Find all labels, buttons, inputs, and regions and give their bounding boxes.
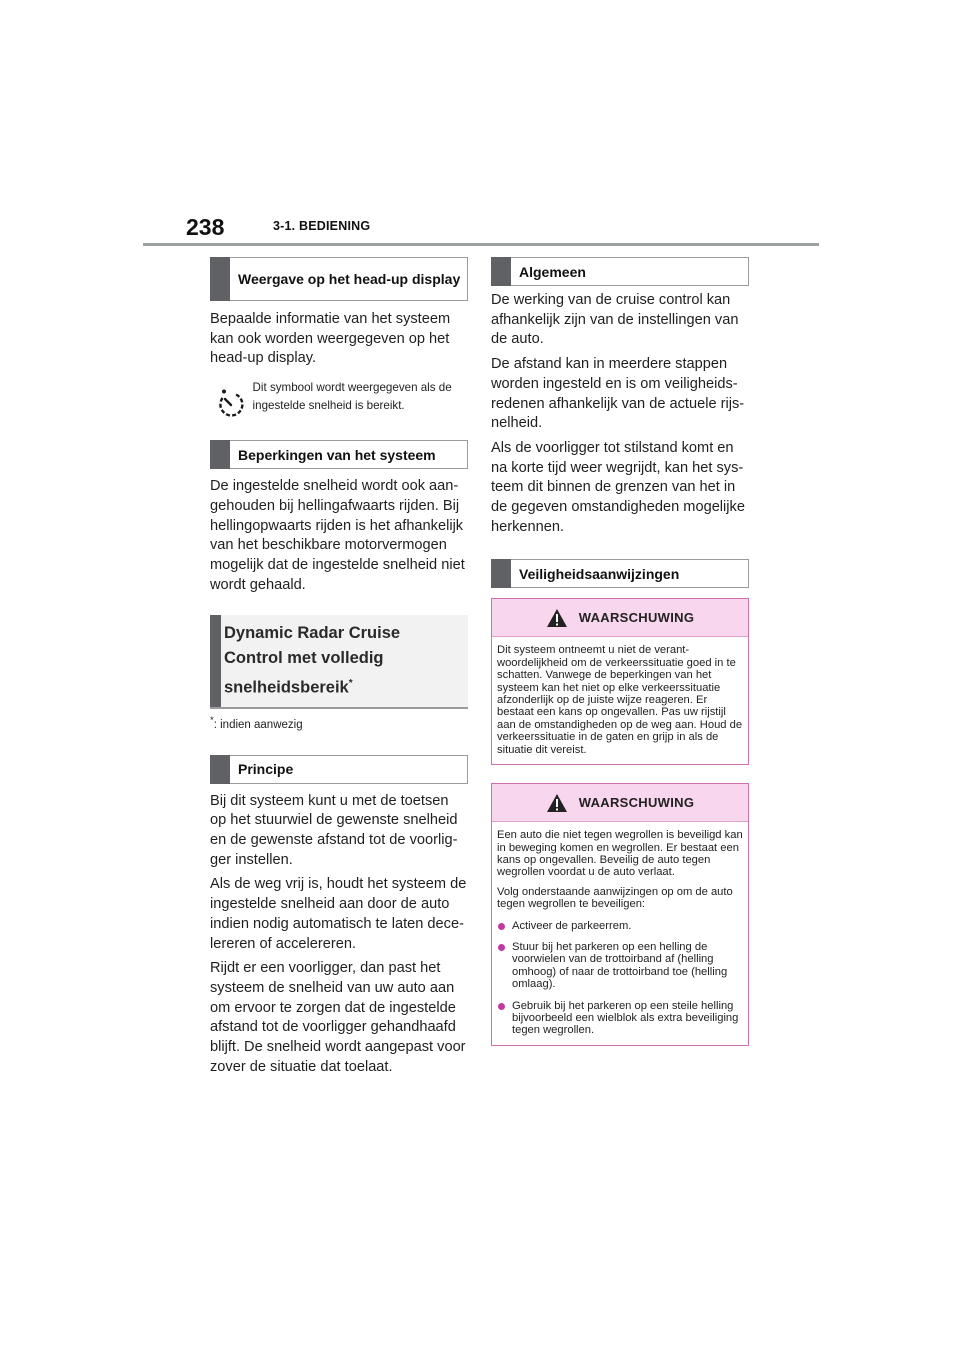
bullet-text: Stuur bij het parkeren op een helling de voorwielen van de trottoirband af (helling omhoog) of naar de trottoirband toe (helling omlaag). xyxy=(512,940,728,991)
principle-paragraph: Bij dit systeem kunt u met de toetsen op het stuurwiel de gewenste snelheid en de gewenste afstand tot de voorligger instellen. xyxy=(210,792,458,868)
speedometer-icon xyxy=(210,379,253,419)
section-safety xyxy=(491,559,749,588)
section-title: Beperkingen van het systeem xyxy=(238,446,436,463)
general-paragraph: De afstand kan in meerdere stappen worden ingesteld en is om veiligheidsredenen afhankelijk van de actuele rijsnelheid. xyxy=(491,356,745,432)
list-item xyxy=(497,920,743,932)
bullet-text: Gebruik bij het parkeren op een steile helling bijvoorbeeld een wielblok als extra beveiliging tegen wegrollen. xyxy=(512,999,739,1037)
warning-triangle-icon xyxy=(546,793,568,813)
warning-box xyxy=(491,598,749,765)
hud-body: Bepaalde informatie van het systeem kan ook worden weergegeven op het head-up display. xyxy=(210,311,451,367)
warning-text: Dit systeem ontneemt u niet de verantwoordelijkheid om de verkeerssituatie goed in te schatten. Vanwege de beperkingen van het systeem kan het niet op elke verkeerssituatie afzonderlijk op de juiste wijze reageren. Er bestaat een kans op ongevallen. Pas uw rijstijl aan de omstandigheden op de weg aan. Houd de verkeerssituatie in de gaten en grijp in als de situatie dit vereist. xyxy=(497,644,743,756)
section-bar xyxy=(491,559,511,588)
general-paragraph: De werking van de cruise control kan afhankelijk zijn van de instellingen van de auto. xyxy=(491,292,739,348)
section-main xyxy=(210,615,468,709)
section-principle xyxy=(210,755,468,784)
section-bar xyxy=(210,755,230,784)
list-item xyxy=(497,1000,743,1037)
section-title: Principe xyxy=(238,761,294,778)
section-limits xyxy=(210,440,468,469)
footnote xyxy=(210,715,468,731)
warning-title: WAARSCHUWING xyxy=(578,610,695,626)
section-title: Veiligheidsaanwijzingen xyxy=(519,565,680,582)
page-number: 238 xyxy=(186,214,225,240)
main-title-text: Dynamic Radar Cruise Control met volledig snelheidsbereik xyxy=(224,624,401,697)
bullet-icon xyxy=(498,923,505,930)
warning-triangle-icon xyxy=(546,608,568,628)
section-general xyxy=(491,257,749,286)
footnote-text: : indien aanwezig xyxy=(213,718,303,731)
section-bar xyxy=(210,440,230,469)
general-paragraph: Als de voorligger tot stilstand komt en na korte tijd weer wegrijdt, kan het systeem dit binnen de grenzen van het in de gegeven omstandigheden mogelijke herkennen. xyxy=(491,439,745,535)
main-title xyxy=(210,615,468,707)
principle-paragraph: Als de weg vrij is, houdt het systeem de ingestelde snelheid aan door de auto indien nodig automatisch te laten decelereren of accelereren. xyxy=(210,876,467,952)
left-column xyxy=(210,257,468,1078)
header-rule xyxy=(143,243,819,246)
warning-title: WAARSCHUWING xyxy=(578,795,695,811)
symbol-row xyxy=(210,379,468,419)
warning-text: Volg onderstaande aanwijzingen op om de auto tegen wegrollen te beveiligen: xyxy=(497,885,733,911)
chapter-title: 3-1. BEDIENING xyxy=(273,219,371,233)
bullet-icon xyxy=(498,1003,505,1010)
list-item xyxy=(497,941,743,991)
footnote-mark: * xyxy=(348,678,353,690)
section-bar xyxy=(210,615,221,707)
warning-body xyxy=(492,822,748,1045)
warning-body xyxy=(492,637,748,764)
principle-paragraph: Rijdt er een voorligger, dan past het systeem de snelheid van uw auto aan om ervoor te zorgen dat de ingestelde afstand tot de voorligger gehandhaafd blijft. De snelheid wordt aangepast voor zover de situatie dat toelaat. xyxy=(210,960,466,1075)
bullet-icon xyxy=(498,944,505,951)
section-title: Algemeen xyxy=(519,263,586,280)
section-bar xyxy=(210,257,230,301)
warning-header xyxy=(492,784,748,822)
section-bar xyxy=(491,257,511,286)
warning-box xyxy=(491,783,749,1046)
bullet-text: Activeer de parkeerrem. xyxy=(512,919,632,932)
limits-body: De ingestelde snelheid wordt ook aangehouden bij hellingafwaarts rijden. Bij hellingopwaarts rijden is het afhankelijk van het beschikbare motorvermogen mogelijk dat de ingestelde snelheid niet wordt gehaald. xyxy=(210,478,465,593)
section-hud xyxy=(210,257,468,301)
footnote-mark: * xyxy=(210,714,214,726)
right-column xyxy=(491,257,749,1046)
section-title: Weergave op het head-up display xyxy=(238,271,461,287)
warning-header xyxy=(492,599,748,637)
warning-text: Een auto die niet tegen wegrollen is beveiligd kan in beweging komen en wegrollen. Er bestaat een kans op ongevallen. Beveilig de auto tegen wegrollen voordat u de auto verlaat. xyxy=(497,829,743,879)
symbol-description: Dit symbool wordt weergegeven als de ingestelde snelheid is bereikt. xyxy=(252,381,452,412)
